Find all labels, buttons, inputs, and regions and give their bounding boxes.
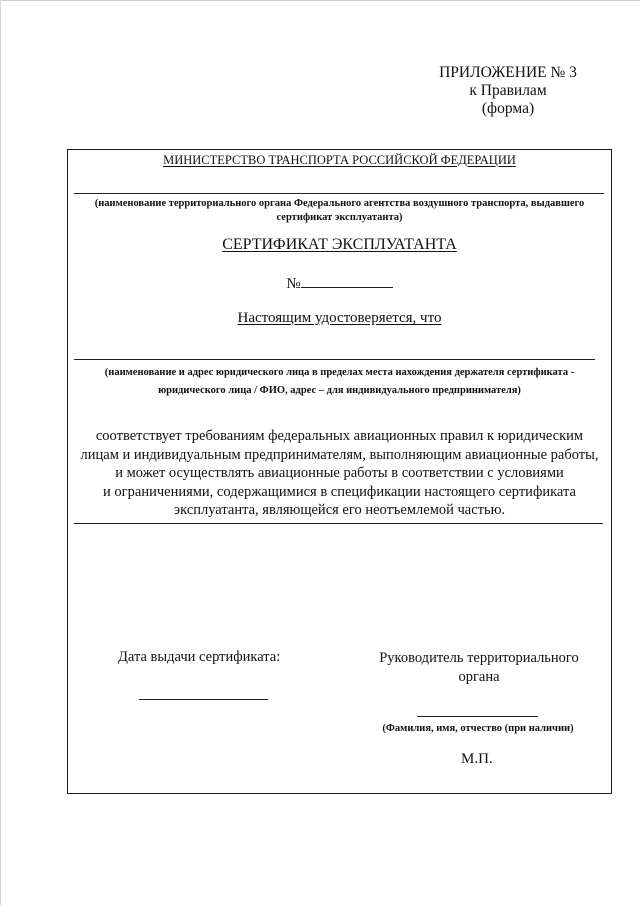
entity-caption bbox=[68, 364, 611, 400]
entity-caption-line-1: (наименование и адрес юридического лица в пределах места нахождения держателя сертификата - bbox=[104, 367, 575, 378]
appendix-form-label: (форма) bbox=[481, 100, 535, 117]
head-title-line-1: Руководитель территориального bbox=[379, 650, 579, 666]
compliance-line-3: и может осуществлять авиационные работы в соответствии с условиями bbox=[115, 465, 564, 481]
compliance-line-4: и ограничениями, содержащимися в спецификации настоящего сертификата bbox=[103, 483, 576, 500]
certificate-number-blank bbox=[301, 274, 393, 288]
appendix-heading bbox=[418, 64, 598, 118]
statement-end-line bbox=[74, 523, 603, 524]
territorial-caption-line-1: (наименование территориального органа Федерального агентства воздушного транспорта, выдавшего bbox=[94, 198, 585, 209]
compliance-line-1: соответствует требованиям федеральных авиационных правил к юридическим bbox=[95, 428, 584, 444]
head-title-line-2: органа bbox=[458, 669, 500, 685]
ministry-heading bbox=[68, 153, 611, 168]
head-of-authority-title bbox=[364, 649, 594, 687]
page-edge-left bbox=[0, 0, 1, 905]
territorial-authority-line bbox=[74, 193, 604, 194]
certificate-title-text: СЕРТИФИКАТ ЭКСПЛУАТАНТА bbox=[222, 236, 457, 253]
appendix-number: ПРИЛОЖЕНИЕ № 3 bbox=[439, 64, 577, 81]
territorial-authority-caption bbox=[68, 197, 611, 225]
compliance-statement bbox=[68, 427, 611, 520]
full-name-caption: (Фамилия, имя, отчество (при наличии) bbox=[382, 723, 574, 734]
compliance-line-5: эксплуатанта, являющейся его неотъемлемой частью. bbox=[173, 502, 506, 518]
ministry-name: МИНИСТЕРСТВО ТРАНСПОРТА РОССИЙСКОЙ ФЕДЕРАЦИИ bbox=[163, 153, 516, 167]
certificate-title bbox=[68, 236, 611, 254]
entity-name-line bbox=[74, 359, 595, 360]
signature-line bbox=[417, 716, 538, 717]
certifies-statement bbox=[68, 310, 611, 327]
number-sign: № bbox=[286, 276, 301, 292]
certificate-form-frame bbox=[67, 149, 612, 794]
issue-date-label: Дата выдачи сертификата: bbox=[118, 649, 281, 665]
territorial-caption-line-2: сертификат эксплуатанта) bbox=[276, 212, 403, 223]
entity-caption-line-2: юридического лица / ФИО, адрес – для индивидуального предпринимателя) bbox=[158, 385, 521, 396]
appendix-rules-ref: к Правилам bbox=[469, 82, 547, 99]
compliance-line-2: лицам и индивидуальным предпринимателям, выполняющим авиационные работы, bbox=[80, 446, 599, 463]
certificate-number-row bbox=[68, 274, 611, 293]
issue-date-line bbox=[139, 699, 268, 700]
page-edge-top bbox=[0, 0, 640, 1]
certifies-text: Настоящим удостоверяется, что bbox=[237, 310, 442, 326]
seal-placeholder: М.П. bbox=[461, 751, 493, 767]
